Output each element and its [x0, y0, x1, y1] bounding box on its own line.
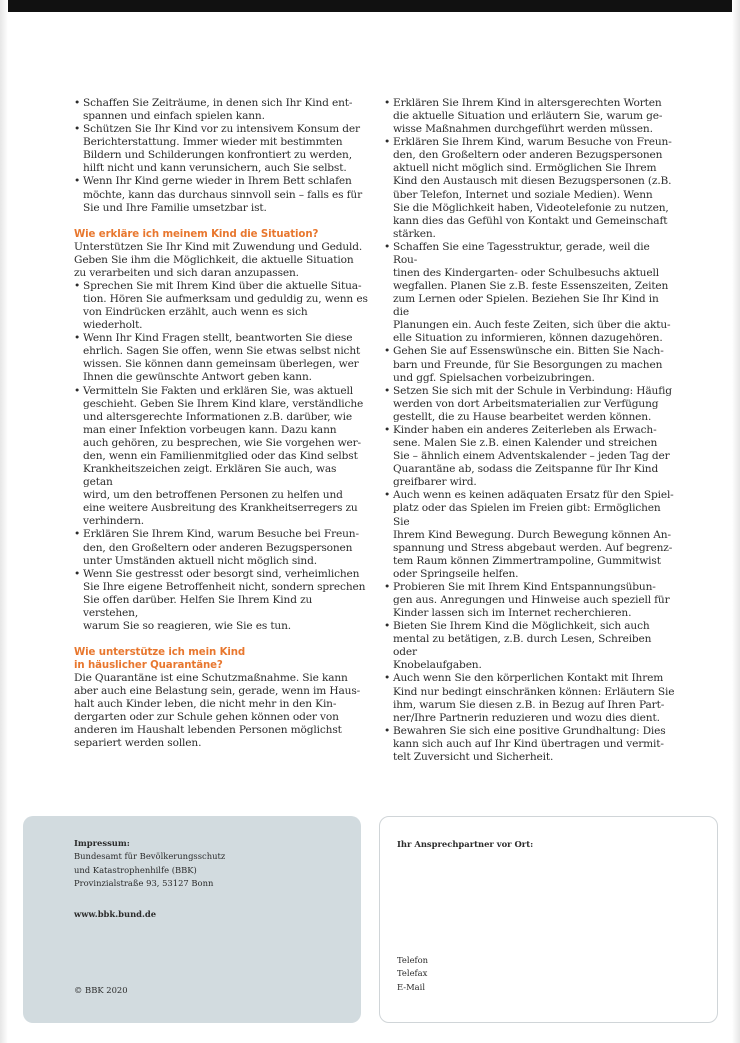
viewer-top-bar — [0, 0, 740, 12]
situation-bullet-list — [74, 280, 368, 633]
list-item: • Erklären Sie Ihrem Kind, warum Besuche von Freun- den, den Großeltern oder anderen Bezugspersonen aktuell nicht möglich sind. Ermöglichen Sie Ihrem Kind den Austausch mit diesen Bezugspersonen (z.B. über Telefon, Internet und soziale Medien). Wenn Sie die Möglichkeit haben, Videotelefonie zu nutzen, kann dies das Gefühl von Kontakt und Gemeinschaft stärken. — [384, 136, 676, 241]
list-item: • Schaffen Sie Zeiträume, in denen sich Ihr Kind ent- spannen und einfach spielen kann. — [74, 97, 368, 123]
section-heading-situation: Wie erkläre ich meinem Kind die Situation? — [74, 228, 319, 240]
copyright-notice: © BBK 2020 — [74, 985, 128, 995]
list-item: • Auch wenn Sie den körperlichen Kontakt mit Ihrem Kind nur bedingt einschränken können: Erläutern Sie ihm, warum Sie diesen z.B. in Bezug auf Ihren Part- ner/Ihre Partnerin reduzieren und wozu dies dient. — [384, 672, 676, 724]
list-item: • Kinder haben ein anderes Zeiterleben als Erwach- sene. Malen Sie z.B. einen Kalender und streichen Sie – ähnlich einem Adventskalender – jeden Tag der Quarantäne ab, sodass die Zeitspanne für Ihr Kind greifbarer wird. — [384, 424, 676, 489]
left-column — [74, 97, 368, 751]
list-item: • Vermitteln Sie Fakten und erklären Sie, was aktuell geschieht. Geben Sie Ihrem Kind klare, verständliche und altersgerechte Informationen z.B. darüber, wie man einer Infektion vorbeugen kann. Dazu kann auch gehören, zu besprechen, wie Sie vorgehen wer- den, wenn ein Familienmitglied oder das Kind selbst Krankheitszeichen zeigt. Erklären Sie auch, was getan wird, um den betroffenen Personen zu helfen und eine weitere Ausbreitung des Krankheitserregers zu verhindern. — [74, 385, 368, 529]
list-item: • Wenn Sie gestresst oder besorgt sind, verheimlichen Sie Ihre eigene Betroffenheit nicht, sondern sprechen Sie offen darüber. Helfen Sie Ihrem Kind zu verstehen, warum Sie so reagieren, wie Sie es tun. — [74, 568, 368, 633]
list-item: • Erklären Sie Ihrem Kind in altersgerechten Worten die aktuelle Situation und erläutern Sie, warum ge- wisse Maßnahmen durchgeführt werden müssen. — [384, 97, 676, 136]
list-item: • Auch wenn es keinen adäquaten Ersatz für den Spiel- platz oder das Spielen im Freien gibt: Ermöglichen Sie Ihrem Kind Bewegung. Durch Bewegung können An- spannung und Stress abgebaut werden. Auf begrenz- tem Raum können Zimmertrampoline, Gummitwist oder Springseile helfen. — [384, 489, 676, 581]
publisher-address: Provinzialstraße 93, 53127 Bonn — [74, 877, 214, 888]
contact-box — [379, 816, 718, 1023]
contact-heading: Ihr Ansprechpartner vor Ort: — [397, 839, 534, 849]
section-paragraph: Unterstützen Sie Ihr Kind mit Zuwendung und Geduld. Geben Sie ihm die Möglichkeit, die aktuelle Situation zu verarbeiten und sich daran anzupassen. — [74, 240, 363, 279]
list-item: • Bewahren Sie sich eine positive Grundhaltung: Dies kann sich auch auf Ihr Kind übertragen und vermit- telt Zuversicht und Sicherheit. — [384, 725, 676, 764]
intro-bullet-list — [74, 97, 368, 215]
page-shadow-left — [0, 0, 8, 1043]
fax-label: Telefax — [397, 968, 428, 979]
page-shadow-right — [732, 0, 740, 1043]
website-link[interactable]: www.bbk.bund.de — [74, 909, 157, 919]
impressum-heading: Impressum: — [74, 838, 130, 848]
list-item: • Wenn Ihr Kind Fragen stellt, beantworten Sie diese ehrlich. Sagen Sie offen, wenn Sie etwas selbst nicht wissen. Sie können dann gemeinsam überlegen, wer Ihnen die gewünschte Antwort geben kann. — [74, 332, 368, 384]
list-item: • Gehen Sie auf Essenswünsche ein. Bitten Sie Nach- barn und Freunde, für Sie Besorgungen zu machen und ggf. Spielsachen vorbeizubringen. — [384, 345, 676, 384]
impressum-box — [23, 816, 361, 1023]
list-item: • Setzen Sie sich mit der Schule in Verbindung: Häufig werden von dort Arbeitsmaterialien zur Verfügung gestellt, die zu Hause bearbeitet werden können. — [384, 385, 676, 424]
phone-label: Telefon — [397, 955, 429, 965]
quarantine-bullet-list — [384, 97, 676, 764]
right-column — [384, 97, 676, 764]
list-item: • Probieren Sie mit Ihrem Kind Entspannungsübun- gen aus. Anregungen und Hinweise auch speziell für Kinder lassen sich im Internet recherchieren. — [384, 581, 676, 620]
publisher-name-line2: und Katastrophenhilfe (BBK) — [74, 864, 197, 875]
list-item: • Bieten Sie Ihrem Kind die Möglichkeit, sich auch mental zu betätigen, z.B. durch Lesen, Schreiben oder Knobelaufgaben. — [384, 620, 676, 672]
list-item: • Schützen Sie Ihr Kind vor zu intensivem Konsum der Berichterstattung. Immer wieder mit bestimmten Bildern und Schilderungen konfrontiert zu werden, hilft nicht und kann verunsichern, auch Sie selbst. — [74, 123, 368, 175]
email-label: E-Mail — [397, 981, 426, 992]
section-paragraph: Die Quarantäne ist eine Schutzmaßnahme. Sie kann aber auch eine Belastung sein, gerade, wenn im Haus- halt auch Kinder leben, die nicht mehr in den Kin- dergarten oder zur Schule gehen können oder von anderen im Haushalt lebenden Personen möglichst separiert werden sollen. — [74, 672, 361, 750]
publisher-name-line1: Bundesamt für Bevölkerungsschutz — [74, 851, 226, 862]
list-item: • Wenn Ihr Kind gerne wieder in Ihrem Bett schlafen möchte, kann das durchaus sinnvoll sein – falls es für Sie und Ihre Familie umsetzbar ist. — [74, 175, 368, 214]
list-item: • Schaffen Sie eine Tagesstruktur, gerade, weil die Rou- tinen des Kindergarten- oder Schulbesuchs aktuell wegfallen. Planen Sie z.B. feste Essenszeiten, Zeiten zum Lernen oder Spielen. Beziehen Sie Ihr Kind in die Planungen ein. Auch feste Zeiten, sich über die aktu- elle Situation zu informieren, können dazugehören. — [384, 241, 676, 346]
list-item: • Erklären Sie Ihrem Kind, warum Besuche bei Freun- den, den Großeltern oder anderen Bezugspersonen unter Umständen aktuell nicht möglich sind. — [74, 528, 368, 567]
section-heading-quarantine: Wie unterstütze ich mein Kind in häuslicher Quarantäne? — [74, 647, 246, 672]
list-item: • Sprechen Sie mit Ihrem Kind über die aktuelle Situa- tion. Hören Sie aufmerksam und geduldig zu, wenn es von Eindrücken erzählt, auch wenn es sich wiederholt. — [74, 280, 368, 332]
